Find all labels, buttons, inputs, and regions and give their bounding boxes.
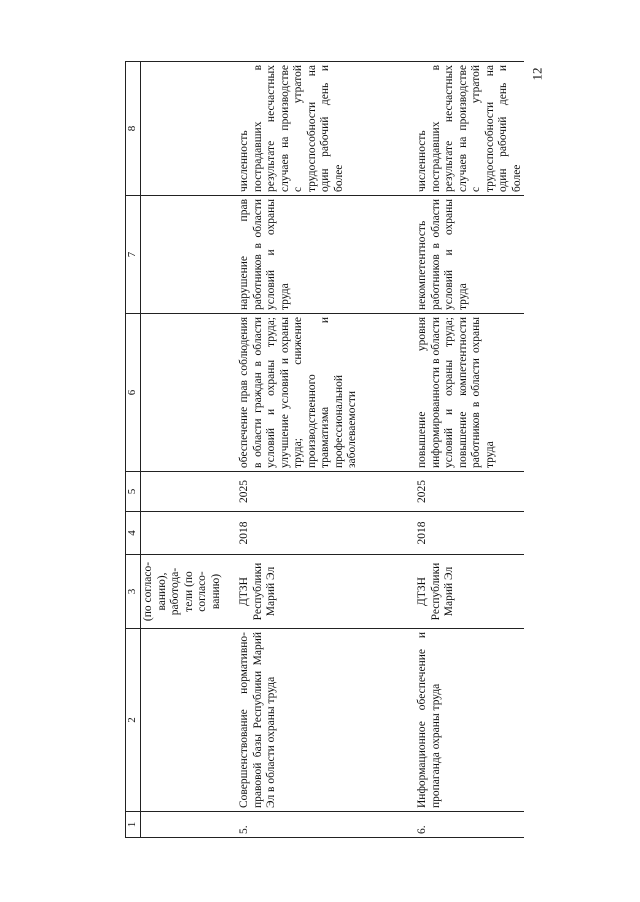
rotated-table-container — [125, 62, 524, 838]
expected-result: обеспечение прав соблюдения в области граждан в области условий и охраны труда; улучшение условий и охраны труда; снижение производственного травматизма и профессиональной заболеваемости — [230, 314, 408, 472]
table-row — [230, 62, 408, 838]
indicator: численность пострадавших в результате несчастных случаев на производстве с утратой трудоспособности на один рабочий день и более — [230, 62, 408, 196]
executor: ДТЗН Республики Марий Эл — [408, 555, 524, 629]
continuation-executor: (по согласо-ванию), работода-тели (по согласо-ванию) — [141, 555, 231, 629]
column-header-5: 5 — [126, 472, 141, 512]
end-year: 2025 — [408, 472, 524, 512]
column-number-row — [126, 62, 141, 838]
executor: ДТЗН Республики Марий Эл — [230, 555, 408, 629]
indicator: численность пострадавших в результате несчастных случаев на производстве с утратой трудоспособности на один рабочий день и более — [408, 62, 524, 196]
page-number: 12 — [529, 67, 545, 81]
expected-result: повышение уровня информированности в области условий и охраны труда; повышение компетентности работников в области охраны труда — [408, 314, 524, 472]
table-row-continuation — [141, 62, 231, 838]
column-header-6: 6 — [126, 314, 141, 472]
column-header-4: 4 — [126, 512, 141, 555]
risk-consequence: нарушение прав работников в области условий и охраны труда — [230, 196, 408, 314]
start-year: 2018 — [230, 512, 408, 555]
column-header-1: 1 — [126, 812, 141, 838]
row-number: 5. — [230, 812, 408, 838]
row-number: 6. — [408, 812, 524, 838]
column-header-7: 7 — [126, 196, 141, 314]
measures-table — [125, 61, 524, 838]
start-year: 2018 — [408, 512, 524, 555]
risk-consequence: некомпетентность работников в области условий и охраны труда — [408, 196, 524, 314]
table-row — [408, 62, 524, 838]
column-header-8: 8 — [126, 62, 141, 196]
column-header-2: 2 — [126, 629, 141, 812]
measure-name: Совершенствование нормативно-правовой базы Республики Марий Эл в области охраны труда — [230, 629, 408, 812]
end-year: 2025 — [230, 472, 408, 512]
column-header-3: 3 — [126, 555, 141, 629]
measure-name: Информационное обеспечение и пропаганда охраны труда — [408, 629, 524, 812]
